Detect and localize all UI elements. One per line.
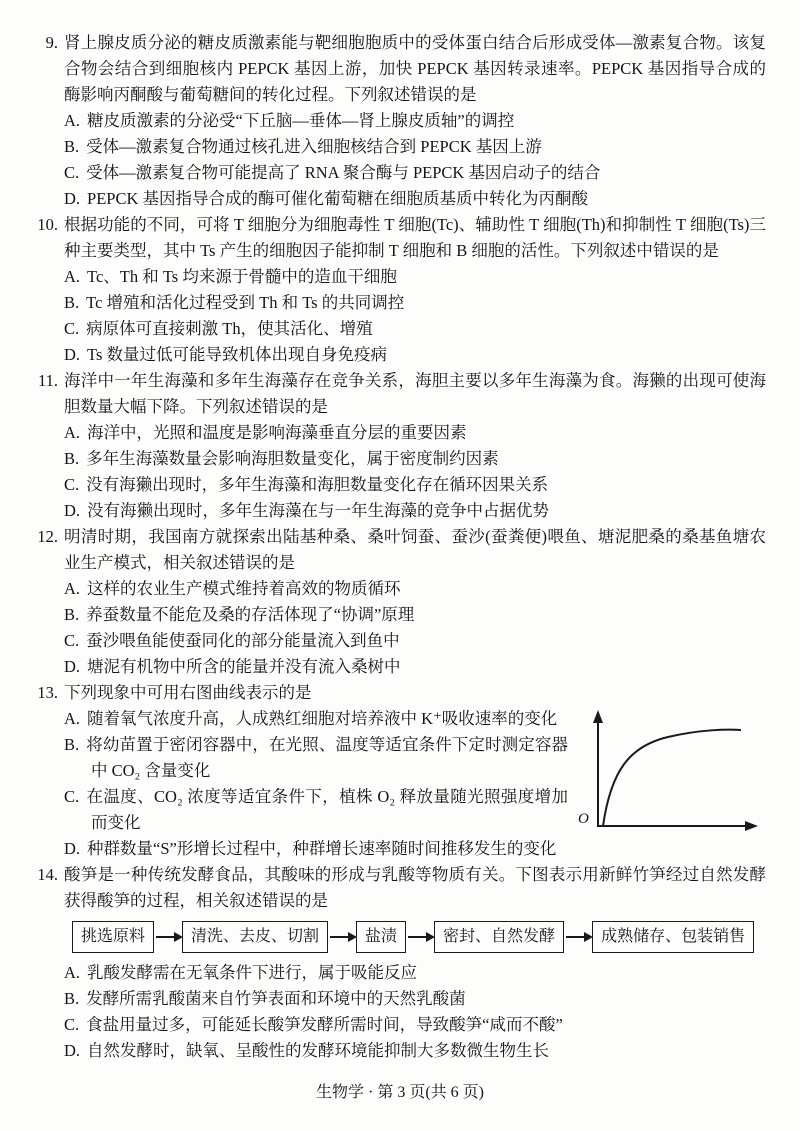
- option-label: D.: [64, 839, 81, 858]
- option-d: [64, 498, 766, 524]
- question-11: [0, 368, 800, 524]
- fermentation-flowchart: [72, 921, 766, 953]
- flow-step-salting: 盐渍: [356, 921, 406, 953]
- option-c: [64, 160, 766, 186]
- question-stem: 肾上腺皮质分泌的糖皮质激素能与靶细胞胞质中的受体蛋白结合后形成受体—激素复合物。该复合物会结合到细胞核内 PEPCK 基因上游，加快 PEPCK 基因转录速率。PEPCK 基因指导合成的酶影响丙酮酸与葡萄糖间的转化过程。下列叙述错误的是: [64, 33, 766, 104]
- flow-step-select-material: 挑选原料: [72, 921, 154, 953]
- option-c: [64, 316, 766, 342]
- option-text: 养蚕数量不能危及桑的存活体现了“协调”原理: [86, 605, 415, 624]
- question-stem: 海洋中一年生海藻和多年生海藻存在竞争关系，海胆主要以多年生海藻为食。海獭的出现可使海胆数量大幅下降。下列叙述错误的是: [64, 371, 766, 416]
- curve-axes: [576, 708, 766, 840]
- option-text: 食盐用量过多，可能延长酸笋发酵所需时间，导致酸笋“咸而不酸”: [86, 1015, 563, 1034]
- option-label: D.: [64, 501, 81, 520]
- option-label: C.: [64, 319, 80, 338]
- question-number: 12.: [37, 527, 58, 546]
- arrow-right-icon: [330, 936, 354, 938]
- option-a: [64, 420, 766, 446]
- question-stem: 酸笋是一种传统发酵食品，其酸味的形成与乳酸等物质有关。下图表示用新鲜竹笋经过自然发酵获得酸笋的过程，相关叙述错误的是: [64, 865, 766, 910]
- option-text: 乳酸发酵需在无氧条件下进行，属于吸能反应: [87, 963, 418, 982]
- question-number: 13.: [37, 683, 58, 702]
- option-a: [64, 576, 766, 602]
- option-c: [64, 1012, 766, 1038]
- question-number: 9.: [45, 33, 58, 52]
- question-14: [0, 862, 800, 1064]
- option-b: [64, 986, 766, 1012]
- page-footer: 生物学 · 第 3 页(共 6 页): [316, 1084, 484, 1101]
- option-label: C.: [64, 631, 80, 650]
- option-text: 发酵所需乳酸菌来自竹笋表面和环境中的天然乳酸菌: [86, 989, 466, 1008]
- question-12: [0, 524, 800, 680]
- question-number: 14.: [37, 865, 58, 884]
- arrow-right-icon: [408, 936, 432, 938]
- option-text: 海洋中，光照和温度是影响海藻垂直分层的重要因素: [87, 423, 467, 442]
- option-a: [64, 264, 766, 290]
- option-text: 多年生海藻数量会影响海胆数量变化，属于密度制约因素: [86, 449, 499, 468]
- origin-label: O: [578, 811, 589, 827]
- option-text: 将幼苗置于密闭容器中，在光照、温度等适宜条件下定时测定容器中 CO₂ 含量变化: [86, 735, 568, 780]
- option-text: 自然发酵时，缺氧、呈酸性的发酵环境能抑制大多数微生物生长: [87, 1041, 550, 1060]
- option-a: [64, 108, 766, 134]
- option-label: C.: [64, 787, 80, 806]
- option-label: D.: [64, 345, 81, 364]
- option-label: C.: [64, 1015, 80, 1034]
- option-b: [64, 134, 766, 160]
- question-13: [0, 680, 800, 862]
- option-label: B.: [64, 137, 80, 156]
- option-c: [64, 628, 766, 654]
- option-label: B.: [64, 989, 80, 1008]
- option-label: B.: [64, 293, 80, 312]
- option-text: 受体—激素复合物通过核孔进入细胞核结合到 PEPCK 基因上游: [86, 137, 542, 156]
- option-a: [64, 960, 766, 986]
- option-text: 这样的农业生产模式维持着高效的物质循环: [87, 579, 401, 598]
- option-d: [64, 342, 766, 368]
- flow-step-wash-peel-cut: 清洗、去皮、切割: [182, 921, 328, 953]
- option-text: 种群数量“S”形增长过程中，种群增长速率随时间推移发生的变化: [87, 839, 557, 858]
- option-label: D.: [64, 1041, 81, 1060]
- flow-step-seal-ferment: 密封、自然发酵: [434, 921, 564, 953]
- option-label: C.: [64, 475, 80, 494]
- question-9: [0, 30, 800, 212]
- question-stem: 根据功能的不同，可将 T 细胞分为细胞毒性 T 细胞(Tc)、辅助性 T 细胞(Th)和抑制性 T 细胞(Ts)三种主要类型，其中 Ts 产生的细胞因子能抑制 T 细胞和 B 细胞的活性。下列叙述中错误的是: [64, 215, 766, 260]
- option-text: Ts 数量过低可能导致机体出现自身免疫病: [87, 345, 388, 364]
- option-text: 随着氧气浓度升高，人成熟红细胞对培养液中 K⁺吸收速率的变化: [87, 709, 558, 728]
- saturation-curve-chart: [576, 708, 766, 840]
- option-d: [64, 1038, 766, 1064]
- question-stem: 明清时期，我国南方就探索出陆基种桑、桑叶饲蚕、蚕沙(蚕粪便)喂鱼、塘泥肥桑的桑基鱼塘农业生产模式，相关叙述错误的是: [64, 527, 766, 572]
- option-text: Tc 增殖和活化过程受到 Th 和 Ts 的共同调控: [86, 293, 405, 312]
- option-c: [64, 472, 766, 498]
- option-label: D.: [64, 189, 81, 208]
- option-label: A.: [64, 111, 81, 130]
- option-label: A.: [64, 267, 81, 286]
- option-label: C.: [64, 163, 80, 182]
- option-b: [64, 446, 766, 472]
- option-text: PEPCK 基因指导合成的酶可催化葡萄糖在细胞质基质中转化为丙酮酸: [87, 189, 589, 208]
- question-10: [0, 212, 800, 368]
- option-text: 糖皮质激素的分泌受“下丘脑—垂体—肾上腺皮质轴”的调控: [87, 111, 515, 130]
- option-label: A.: [64, 423, 81, 442]
- option-label: B.: [64, 605, 80, 624]
- option-label: A.: [64, 963, 81, 982]
- option-label: A.: [64, 579, 81, 598]
- option-text: 蚕沙喂鱼能使蚕同化的部分能量流入到鱼中: [86, 631, 400, 650]
- option-text: 病原体可直接刺激 Th，使其活化、增殖: [86, 319, 373, 338]
- option-text: 没有海獭出现时，多年生海藻在与一年生海藻的竞争中占据优势: [87, 501, 550, 520]
- question-number: 10.: [37, 215, 58, 234]
- option-text: 没有海獭出现时，多年生海藻和海胆数量变化存在循环因果关系: [86, 475, 549, 494]
- question-stem: 下列现象中可用右图曲线表示的是: [64, 683, 312, 702]
- flow-step-store-package-sell: 成熟储存、包装销售: [592, 921, 754, 953]
- option-b: [64, 602, 766, 628]
- option-label: A.: [64, 709, 81, 728]
- option-label: B.: [64, 735, 80, 754]
- arrow-right-icon: [566, 936, 590, 938]
- option-d: [64, 186, 766, 212]
- option-text: 在温度、CO₂ 浓度等适宜条件下，植株 O₂ 释放量随光照强度增加而变化: [86, 787, 568, 832]
- option-b: [64, 290, 766, 316]
- option-d: [64, 654, 766, 680]
- option-text: Tc、Th 和 Ts 均来源于骨髓中的造血干细胞: [87, 267, 397, 286]
- arrow-right-icon: [156, 936, 180, 938]
- option-label: D.: [64, 657, 81, 676]
- question-number: 11.: [37, 371, 58, 390]
- option-text: 受体—激素复合物可能提高了 RNA 聚合酶与 PEPCK 基因启动子的结合: [86, 163, 601, 182]
- option-text: 塘泥有机物中所含的能量并没有流入桑树中: [87, 657, 401, 676]
- option-label: B.: [64, 449, 80, 468]
